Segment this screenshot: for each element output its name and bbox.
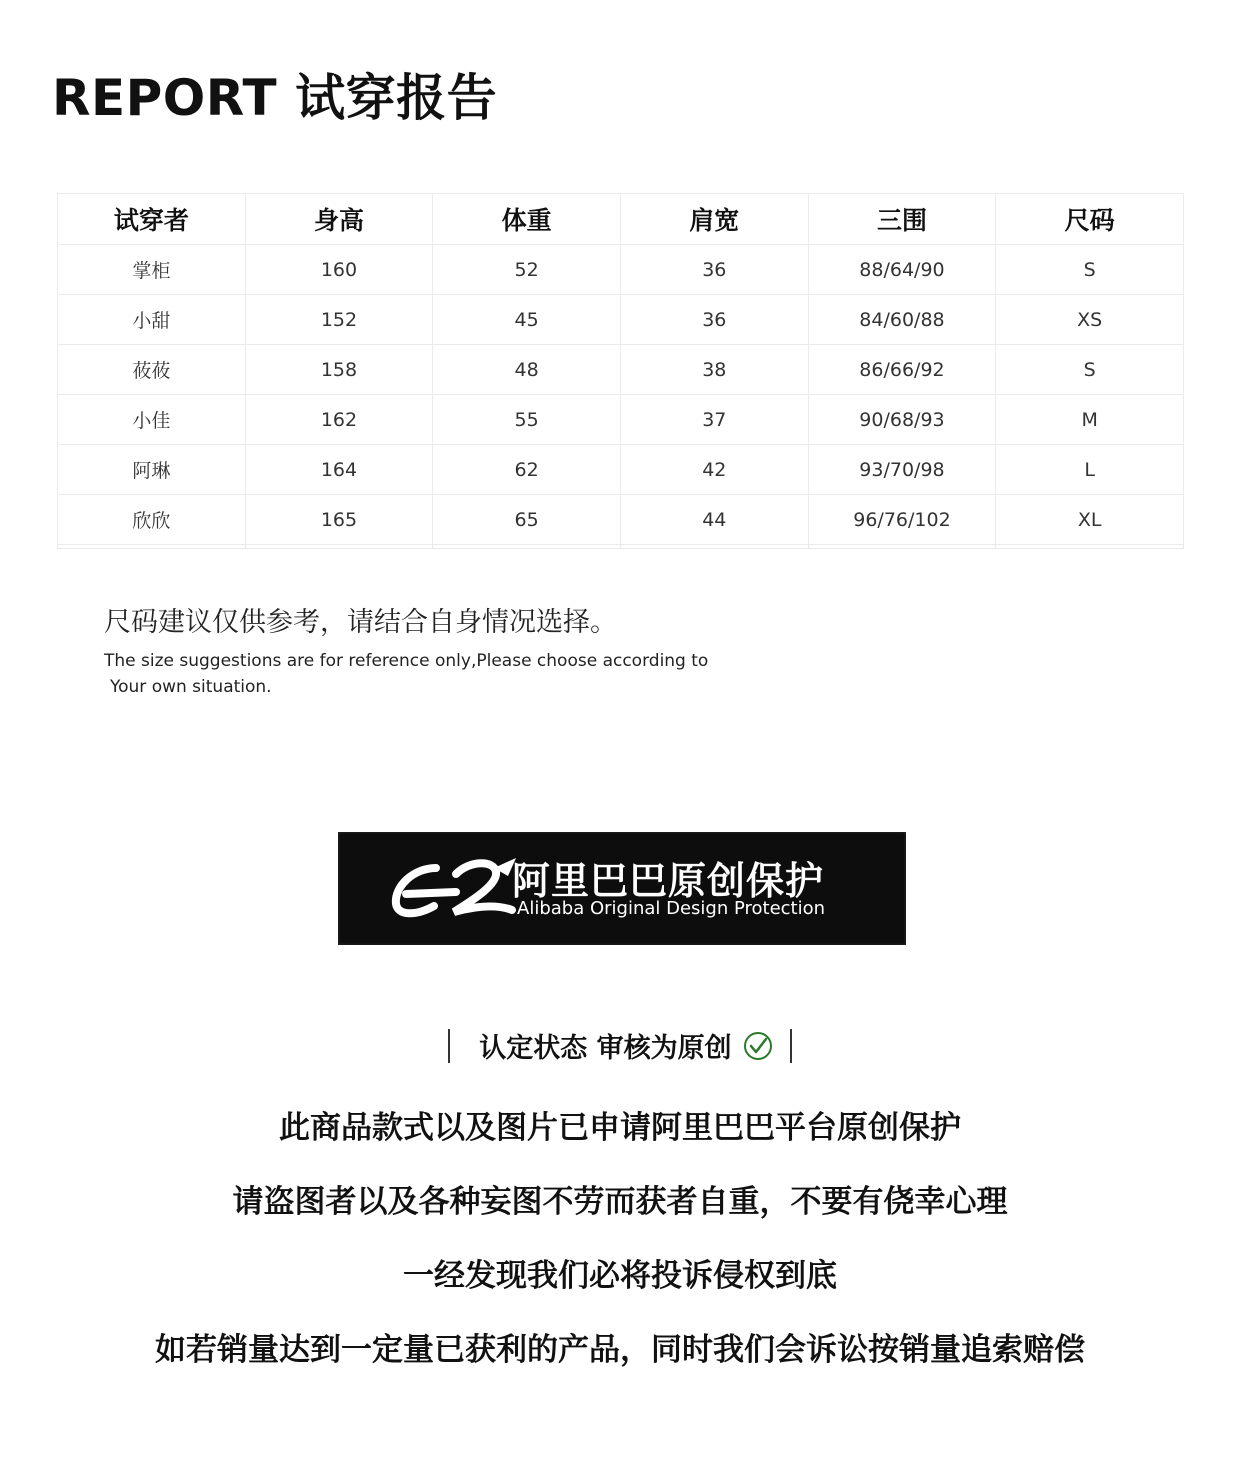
table-cell: 55 [433,395,621,445]
table-cell: XS [996,295,1184,345]
check-circle-icon [743,1031,773,1061]
table-cell: 164 [245,445,433,495]
badge-title-cn: 阿里巴巴原创保护 [512,859,825,903]
table-header-row [58,194,1184,245]
table-cell: 37 [620,395,808,445]
table-cell: 掌柜 [58,245,246,295]
size-note-en-line1: The size suggestions are for reference only,Please choose according to [104,651,709,671]
table-cell: 44 [620,495,808,545]
table-spacer-row [58,545,1184,549]
table-cell: 88/64/90 [808,245,996,295]
fitting-report-table [57,193,1184,549]
header-cell: 体重 [433,194,621,245]
table-row [58,395,1184,445]
status-left-divider [448,1029,450,1063]
table-cell: 小佳 [58,395,246,445]
table-cell: 165 [245,495,433,545]
table-cell: XL [996,495,1184,545]
table-row [58,345,1184,395]
table-cell: 93/70/98 [808,445,996,495]
table-cell: 38 [620,345,808,395]
size-note-en-line2: Your own situation. [110,677,272,697]
table-cell: 90/68/93 [808,395,996,445]
badge-title-en: Alibaba Original Design Protection [517,898,826,919]
table-cell: 158 [245,345,433,395]
status-text: 认定状态 审核为原创 [479,1033,732,1064]
table-cell: L [996,445,1184,495]
table-row [58,245,1184,295]
page-title: REPORT 试穿报告 [52,69,498,127]
table-cell: 36 [620,295,808,345]
header-cell: 尺码 [996,194,1184,245]
alibaba-protection-badge [338,832,906,945]
table-row [58,495,1184,545]
table-cell: 52 [433,245,621,295]
table-cell: 阿琳 [58,445,246,495]
table-cell: 42 [620,445,808,495]
header-cell: 试穿者 [58,194,246,245]
header-cell: 三围 [808,194,996,245]
status-right-divider [790,1029,792,1063]
table-cell: 小甜 [58,295,246,345]
table-cell: S [996,345,1184,395]
alibaba-logo-icon [386,846,526,926]
header-cell: 肩宽 [620,194,808,245]
table-cell: 160 [245,245,433,295]
table-cell: 莜莜 [58,345,246,395]
table-cell: 欣欣 [58,495,246,545]
table-cell: 48 [433,345,621,395]
statement-line-2: 请盗图者以及各种妄图不劳而获者自重，不要有侥幸心理 [232,1184,1008,1220]
table-cell: 86/66/92 [808,345,996,395]
table-cell: 62 [433,445,621,495]
table-cell: 45 [433,295,621,345]
size-note-cn: 尺码建议仅供参考，请结合自身情况选择。 [104,607,617,638]
table-row [58,445,1184,495]
table-cell: 162 [245,395,433,445]
size-note-en [104,648,708,700]
statement-line-4: 如若销量达到一定量已获利的产品，同时我们会诉讼按销量追索赔偿 [155,1332,1085,1368]
table-cell: 152 [245,295,433,345]
table-cell: 65 [433,495,621,545]
table-cell: 84/60/88 [808,295,996,345]
table-cell: 36 [620,245,808,295]
certification-status [0,1026,1240,1066]
statement-line-1: 此商品款式以及图片已申请阿里巴巴平台原创保护 [279,1110,961,1146]
table-row [58,295,1184,345]
table-cell: 96/76/102 [808,495,996,545]
header-cell: 身高 [245,194,433,245]
table-cell: S [996,245,1184,295]
statement-line-3: 一经发现我们必将投诉侵权到底 [403,1258,837,1294]
table-cell: M [996,395,1184,445]
